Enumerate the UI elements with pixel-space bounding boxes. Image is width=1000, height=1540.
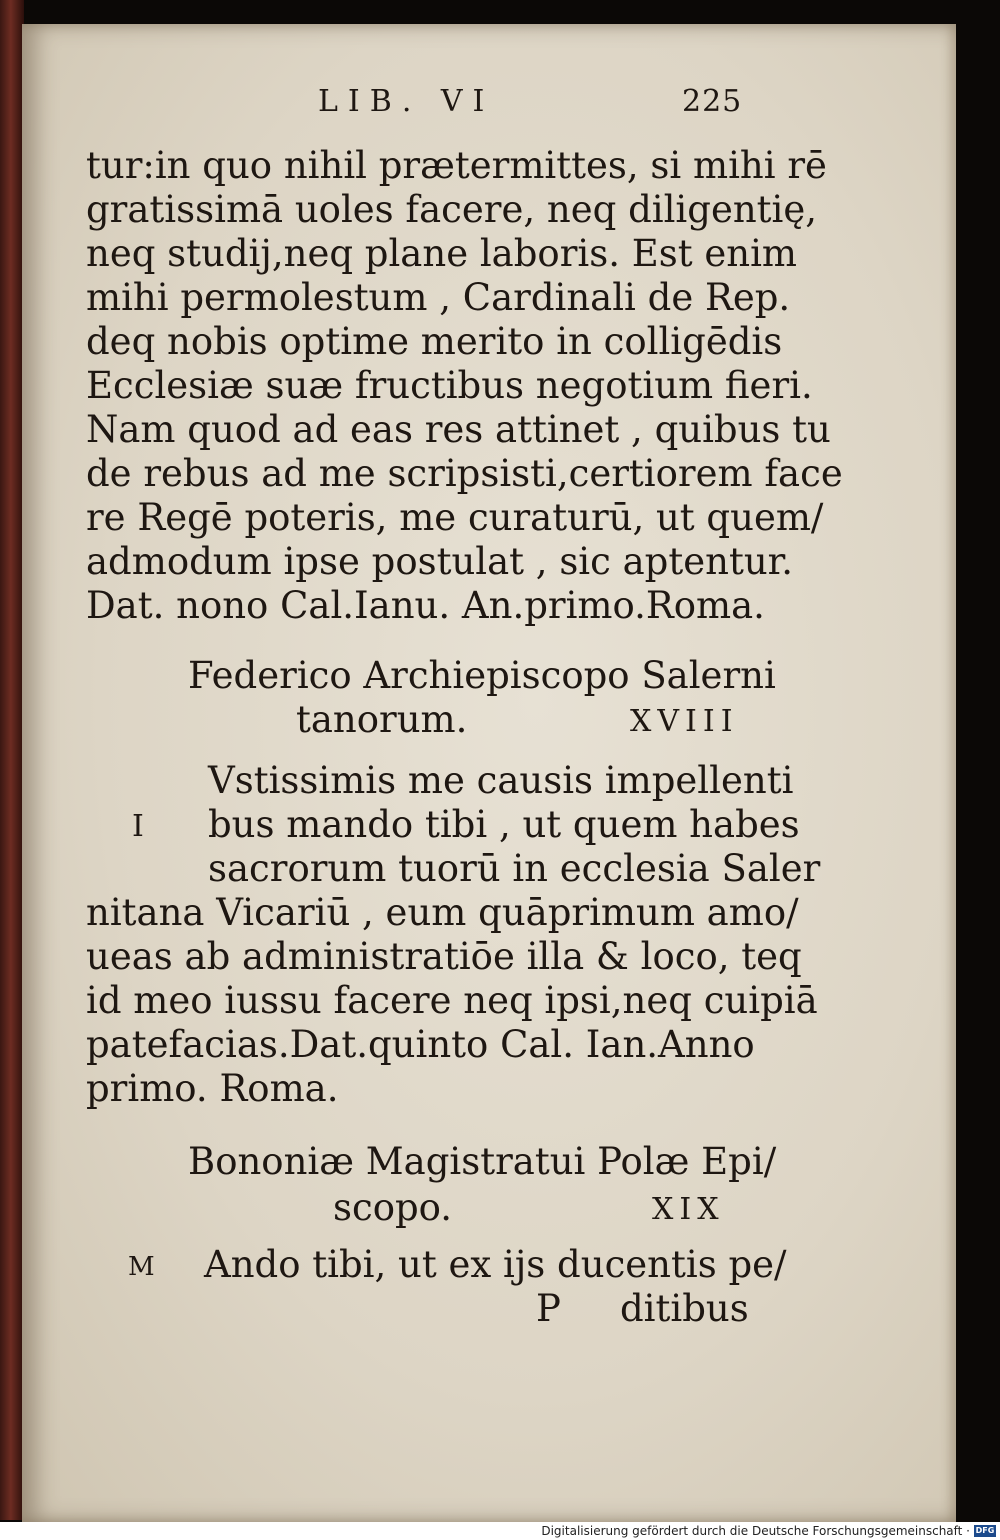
text-line: neq studij,neq plane laboris. Est enim xyxy=(86,232,798,275)
text-line: Ando tibi, ut ex ijs ducentis pe/ xyxy=(204,1243,787,1286)
catchword-letter: P xyxy=(536,1287,561,1330)
letter-heading: Bononiæ Magistratui Polæ Epi/ xyxy=(188,1140,777,1183)
text-line: mihi permolestum , Cardinali de Rep. xyxy=(86,276,791,319)
text-line: Dat. nono Cal.Ianu. An.primo.Roma. xyxy=(86,584,765,627)
book-binding xyxy=(0,0,24,1520)
letter-number: XIX xyxy=(652,1192,725,1227)
letter-heading-continued: tanorum. xyxy=(296,698,468,741)
marginal-note: I xyxy=(132,809,144,844)
page-number: 225 xyxy=(682,84,743,119)
text-line: sacrorum tuorū in ecclesia Saler xyxy=(208,847,821,890)
text-line: admodum ipse postulat , sic aptentur. xyxy=(86,540,794,583)
text-line: bus mando tibi , ut quem habes xyxy=(208,803,800,846)
text-line: Vstissimis me causis impellenti xyxy=(208,759,794,802)
text-line: deq nobis optime merito in colligēdis xyxy=(86,320,783,363)
text-line: patefacias.Dat.quinto Cal. Ian.Anno xyxy=(86,1023,755,1066)
text-line: nitana Vicariū , eum quāprimum amo/ xyxy=(86,891,799,934)
text-line: re Regē poteris, me curaturū, ut quem/ xyxy=(86,496,824,539)
text-line: primo. Roma. xyxy=(86,1067,339,1110)
letter-heading-continued: scopo. xyxy=(333,1186,453,1229)
letter-heading: Federico Archiepiscopo Salerni xyxy=(188,654,776,697)
dfg-logo: DFG xyxy=(975,1526,995,1535)
text-line: de rebus ad me scripsisti,certiorem face xyxy=(86,452,843,495)
text-line: Ecclesiæ suæ fructibus negotium fieri. xyxy=(86,364,813,407)
letter-number: XVIII xyxy=(630,704,739,739)
catchword: ditibus xyxy=(620,1287,749,1330)
footer-credit: Digitalisierung gefördert durch die Deutsche Forschungsgemeinschaft · xyxy=(541,1524,970,1538)
text-line: tur:in quo nihil prætermittes, si mihi rē xyxy=(86,144,827,187)
text-line: Nam quod ad eas res attinet , quibus tu xyxy=(86,408,831,451)
running-head: LIB. VI xyxy=(318,84,495,119)
text-line: ueas ab administratiōe illa & loco, teq xyxy=(86,935,802,978)
marginal-note: M xyxy=(128,1252,155,1282)
text-line: id meo iussu facere neq ipsi,neq cuipiā xyxy=(86,979,818,1022)
text-line: gratissimā uoles facere, neq diligentię, xyxy=(86,188,818,231)
